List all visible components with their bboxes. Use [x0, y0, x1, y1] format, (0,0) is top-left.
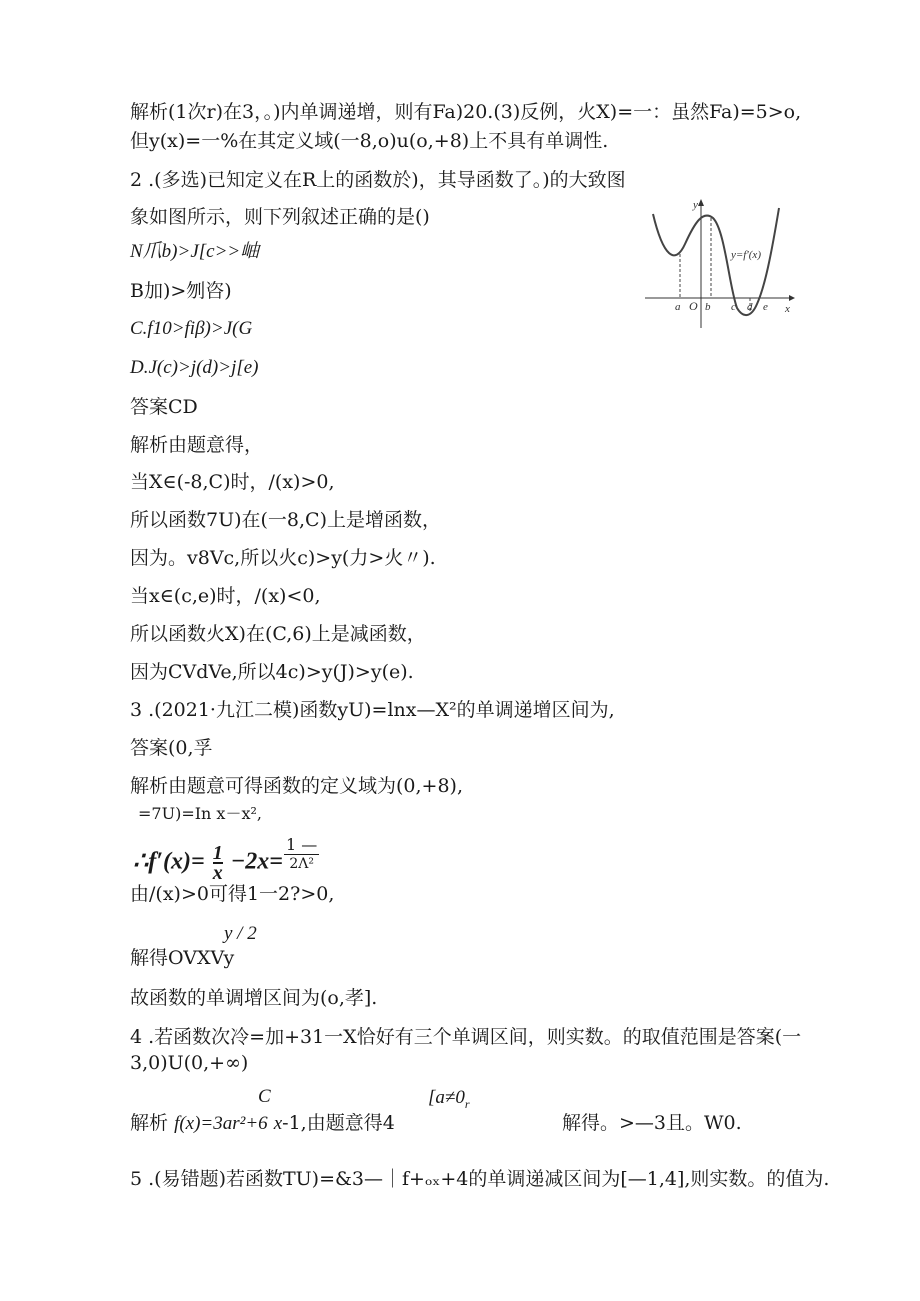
solution-3-line-7: 故函数的单调增区间为(o,孝]. [130, 987, 378, 1009]
result-denominator: 2Λ² [289, 856, 314, 872]
solution-2-line-1: 解析由题意得， [130, 434, 264, 456]
solution-4-derivative: f(x)=3ar²+6 [174, 1113, 268, 1134]
option-b: B加)>刎咨) [130, 280, 232, 302]
result-numerator: 1 — [286, 835, 318, 854]
answer-2: 答案CD [130, 396, 198, 418]
question-2-title: 2 .(多选)已知定义在R上的函数於)，其导函数了。)的大致图 [130, 169, 626, 191]
solution-2-line-6: 所以函数火X)在(C,6)上是减函数， [130, 623, 426, 645]
question-3: 3 .(2021·九江二模)函数yU)=lnx—X²的单调递增区间为, [130, 699, 615, 721]
solution-1-line-2: 但y(x)=一%在其定义域(一8,o)u(o,+8)上不具有单调性. [130, 130, 609, 152]
y-axis-label: y [693, 199, 698, 211]
question-4-line-1: 4 .若函数次冷=加+31一X恰好有三个单调区间，则实数。的取值范围是答案(一 [130, 1026, 802, 1048]
point-c-label: c [731, 301, 736, 313]
question-2-continued: 象如图所示，则下列叙述正确的是() [130, 206, 430, 228]
point-a-label: a [675, 301, 681, 313]
derivative-graph-figure [645, 196, 795, 328]
solution-2-line-4: 因为。v8Vc,所以火c)>y(力>火〃). [130, 547, 436, 569]
solution-3-line-1: 解析由题意可得函数的定义域为(0,+8), [130, 775, 464, 797]
point-d-label: d [747, 301, 753, 313]
option-a: N爪b)>J[c>>岫 [130, 241, 260, 262]
answer-3: 答案(0,孚 [130, 737, 213, 759]
solution-4-line: 解析 f(x)=3ar²+6 x-1,由题意得4 [130, 1112, 395, 1134]
x-axis-label: x [785, 303, 790, 315]
solution-4-label: 解析 [130, 1112, 169, 1134]
derivative-formula: ∴f′(x)= $\frac{1}{x}$ −2x= [133, 842, 283, 884]
solution-1-line-1: 解析(1次r)在3，。)内单调递增，则有Fa)20.(3)反例，火X)=一：虽然Fa)=5>o, [130, 101, 802, 123]
fraction-numerator: 1 [212, 842, 223, 864]
solution-4-result: 解得。>—3且。W0. [562, 1112, 742, 1134]
solution-3-line-6: 解得OVXVy [130, 947, 235, 969]
solution-4-c: C [258, 1086, 271, 1107]
point-e-label: e [763, 301, 768, 313]
solution-4-x: x [273, 1113, 283, 1134]
x-axis-arrow-icon [789, 295, 795, 301]
solution-2-line-7: 因为CVdVe,所以4c)>y(J)>y(e). [130, 661, 414, 683]
solution-4-condition: [$a\ne 0_r$ [428, 1087, 470, 1111]
fraction-denominator: x [212, 862, 223, 884]
derivative-result-fraction [284, 836, 319, 873]
question-5: 5 .(易错题)若函数TU)=&3—｜f+ₒₓ+4的单调递减区间为[—1,4],则实数。的值为. [130, 1168, 830, 1190]
y-axis-arrow-icon [698, 199, 704, 206]
solution-2-line-5: 当x∈(c,e)时，/(x)<0, [130, 585, 321, 607]
question-4-line-2: 3,0)U(0,+∞) [130, 1052, 249, 1074]
origin-label: O [689, 299, 698, 313]
solution-2-line-3: 所以函数7U)在(一8,C)上是增函数， [130, 509, 442, 531]
solution-3-line-2: =7U)=In x－x², [138, 804, 262, 823]
solution-3-line-5: y / 2 [224, 923, 257, 944]
solution-2-line-2: 当X∈(-8,C)时，/(x)>0, [130, 471, 335, 493]
option-c: C.f10>fiβ)>J(G [130, 318, 253, 339]
curve-label: y=f′(x) [731, 249, 761, 261]
solution-3-line-4: 由/(x)>0可得1一2?>0, [130, 883, 335, 905]
derivative-curve [653, 208, 779, 315]
option-d: D.J(c)>j(d)>j[e) [130, 357, 259, 378]
point-b-label: b [705, 301, 711, 313]
